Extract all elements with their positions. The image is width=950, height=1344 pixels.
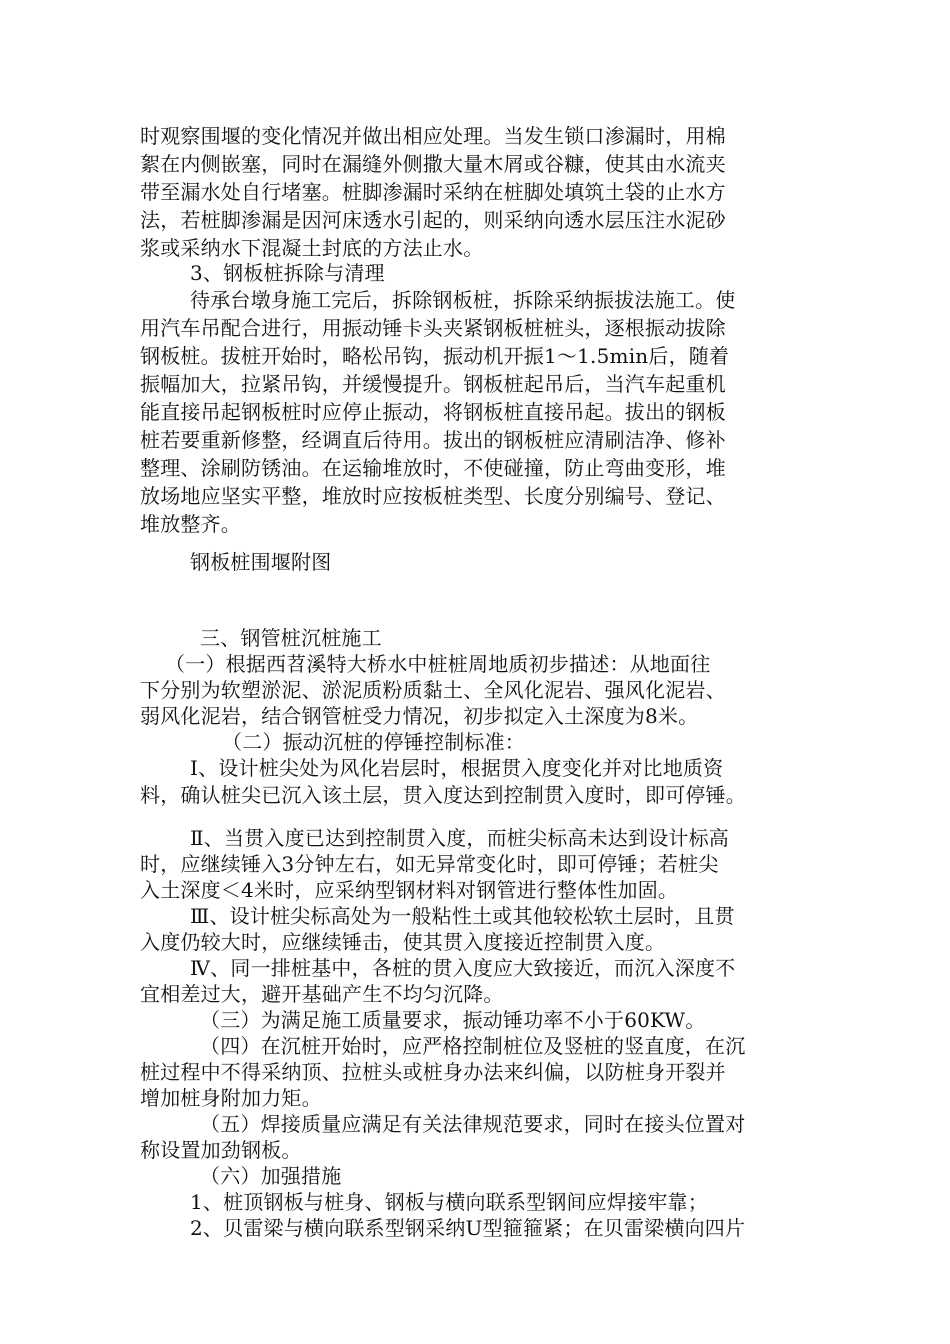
body-line: 弱风化泥岩，结合钢管桩受力情况，初步拟定入土深度为8米。 [140, 704, 699, 728]
body-line: 整理、涂刷防锈油。在运输堆放时，不使碰撞，防止弯曲变形，堆 [140, 456, 726, 480]
body-line: Ⅳ、同一排桩基中，各桩的贯入度应大致接近，而沉入深度不 [190, 956, 736, 980]
body-line: 振幅加大，拉紧吊钩，并缓慢提升。钢板桩起吊后，当汽车起重机 [140, 372, 726, 396]
body-line: 放场地应坚实平整，堆放时应按板桩类型、长度分别编号、登记、 [140, 484, 726, 508]
body-line: 桩若要重新修整，经调直后待用。拔出的钢板桩应清刷洁净、修补 [140, 428, 726, 452]
body-line: 称设置加劲钢板。 [140, 1138, 302, 1162]
body-line: 带至漏水处自行堵塞。桩脚渗漏时采纳在桩脚处填筑土袋的止水方 [140, 180, 726, 204]
body-line: 浆或采纳水下混凝土封底的方法止水。 [140, 236, 484, 260]
figure-caption: 钢板桩围堰附图 [190, 550, 332, 574]
body-line: 法，若桩脚渗漏是因河床透水引起的，则采纳向透水层压注水泥砂 [140, 208, 726, 232]
body-line: 入土深度＜4米时，应采纳型钢材料对钢管进行整体性加固。 [140, 878, 679, 902]
body-line: 料，确认桩尖已沉入该土层，贯入度达到控制贯入度时，即可停锤。 [140, 783, 746, 807]
body-line: （三）为满足施工质量要求，振动锤功率不小于60KW。 [200, 1008, 706, 1032]
body-line: （五）焊接质量应满足有关法律规范要求，同时在接头位置对 [200, 1112, 746, 1136]
body-line: 絮在内侧嵌塞，同时在漏缝外侧撒大量木屑或谷糠，使其由水流夹 [140, 152, 726, 176]
body-line: 时观察围堰的变化情况并做出相应处理。当发生锁口渗漏时，用棉 [140, 124, 726, 148]
subsection-heading: （二）振动沉桩的停锤控制标准： [222, 730, 525, 754]
body-line: （一）根据西苕溪特大桥水中桩桩周地质初步描述：从地面往 [165, 652, 711, 676]
body-line: 增加桩身附加力矩。 [140, 1086, 322, 1110]
body-line: 入度仍较大时，应继续锤击，使其贯入度接近控制贯入度。 [140, 930, 666, 954]
body-line: Ⅱ、当贯入度已达到控制贯入度，而桩尖标高未达到设计标高 [190, 826, 729, 850]
section-heading: 三、钢管桩沉桩施工 [200, 626, 382, 650]
body-line: 下分别为软塑淤泥、淤泥质粉质黏土、全风化泥岩、强风化泥岩、 [140, 678, 726, 702]
body-line: 堆放整齐。 [140, 512, 241, 536]
body-line: 时，应继续锤入3分钟左右，如无异常变化时，即可停锤；若桩尖 [140, 852, 719, 876]
section-heading: 3、钢板桩拆除与清理 [190, 261, 385, 285]
body-line: 桩过程中不得采纳顶、拉桩头或桩身办法来纠偏，以防桩身开裂并 [140, 1060, 726, 1084]
body-line: 待承台墩身施工完后，拆除钢板桩，拆除采纳振拔法施工。使 [190, 288, 736, 312]
body-line: 能直接吊起钢板桩时应停止振动，将钢板桩直接吊起。拔出的钢板 [140, 400, 726, 424]
body-line: 1、桩顶钢板与桩身、钢板与横向联系型钢间应焊接牢靠； [190, 1190, 708, 1214]
subsection-heading: （六）加强措施 [200, 1164, 342, 1188]
body-line: Ⅰ、设计桩尖处为风化岩层时，根据贯入度变化并对比地质资 [190, 756, 724, 780]
body-line: 宜相差过大，避开基础产生不均匀沉降。 [140, 982, 504, 1006]
body-line: （四）在沉桩开始时，应严格控制桩位及竖桩的竖直度，在沉 [200, 1034, 746, 1058]
body-line: 用汽车吊配合进行，用振动锤卡头夹紧钢板桩桩头，逐根振动拔除 [140, 316, 726, 340]
body-line: 2、贝雷梁与横向联系型钢采纳U型箍箍紧；在贝雷梁横向四片 [190, 1216, 746, 1240]
body-line: Ⅲ、设计桩尖标高处为一般粘性土或其他较松软土层时，且贯 [190, 904, 735, 928]
body-line: 钢板桩。拔桩开始时，略松吊钩，振动机开振1～1.5min后，随着 [140, 344, 730, 368]
